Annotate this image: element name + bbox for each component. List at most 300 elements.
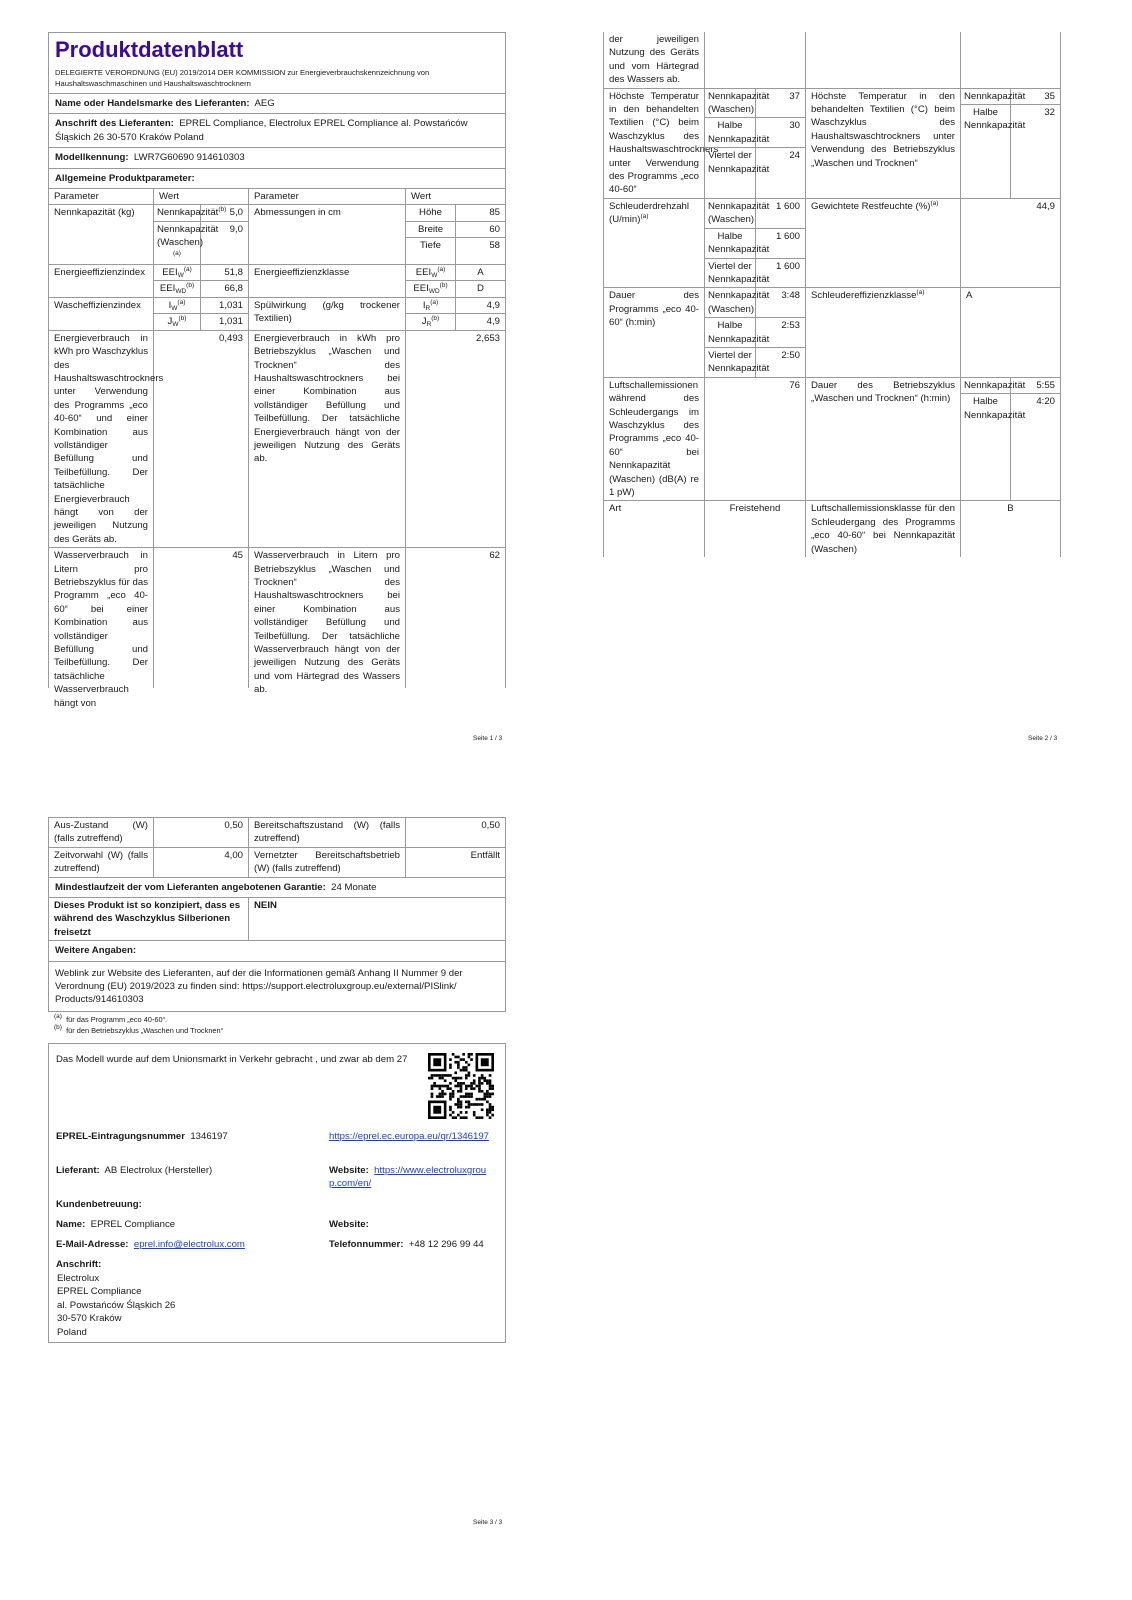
parameter-cell xyxy=(604,288,705,376)
value-text: 1 600 xyxy=(775,260,800,272)
customer-service-label: Kundenbetreuung: xyxy=(56,1199,142,1210)
table-row xyxy=(49,818,505,847)
parameter-cell xyxy=(806,378,961,501)
parameter-label: Zeitvorwahl (W) (falls zutreffend) xyxy=(54,849,148,875)
parameter-cell xyxy=(49,298,154,330)
qualifier-subscript: WD xyxy=(175,288,187,296)
supplier-address-row xyxy=(49,113,505,147)
parameter-cell xyxy=(249,298,406,330)
value-text: 0,493 xyxy=(218,332,243,344)
value-qualifier xyxy=(705,318,770,347)
value-cell xyxy=(705,32,806,88)
footnote-text: für das Programm „eco 40-60“. xyxy=(66,1014,168,1024)
info-value: AEG xyxy=(254,98,275,109)
eprel-info-box xyxy=(48,1043,506,1343)
value-text: 1 600 xyxy=(775,230,800,242)
table-row xyxy=(604,198,1060,287)
address-line: Poland xyxy=(57,1326,87,1338)
address-line: al. Powstańców Śląskich 26 xyxy=(57,1299,176,1311)
value-subrow xyxy=(154,848,248,877)
qualifier-subscript: W xyxy=(431,272,438,280)
warranty-value: 24 Monate xyxy=(331,881,377,893)
value-subrow xyxy=(961,199,1060,287)
parameter-cell xyxy=(806,89,961,198)
table-header xyxy=(49,188,505,204)
value-text: Freistehend xyxy=(729,503,781,515)
value-text: 85 xyxy=(489,207,500,219)
value-cell xyxy=(406,205,505,264)
value-cell xyxy=(961,288,1060,376)
footnote-mark: (a) xyxy=(640,213,649,221)
qualifier-text: Nennkapazität (Waschen) xyxy=(708,290,770,315)
parameter-table xyxy=(48,817,506,1012)
value-cell xyxy=(154,818,249,847)
value-text: 76 xyxy=(789,379,800,391)
value-qualifier xyxy=(406,222,456,237)
qualifier-text: EEI xyxy=(162,267,178,279)
qualifier-text: Viertel der Nennkapazität xyxy=(708,260,770,285)
parameter-label: Vernetzter Bereitschaftsbetrieb (W) (falls zutreffend) xyxy=(254,849,400,875)
parameter-cell xyxy=(249,818,406,847)
parameter-label: Nennkapazität (kg) xyxy=(54,207,135,219)
qualifier-subscript: W xyxy=(172,321,179,329)
value-subrow xyxy=(705,258,805,288)
parameter-label: Gewichtete Restfeuchte (%) xyxy=(811,200,931,212)
qualifier-footnote: (a) xyxy=(430,298,439,306)
value-text: 37 xyxy=(789,90,800,102)
value-cell xyxy=(406,548,505,688)
value-subrow xyxy=(705,288,805,317)
qualifier-footnote: (b) xyxy=(218,206,227,214)
further-info-heading: Weitere Angaben: xyxy=(49,940,505,960)
parameter-cell xyxy=(604,378,705,501)
header-value: Wert xyxy=(411,191,432,203)
table-row xyxy=(604,377,1060,501)
value-subrow xyxy=(154,818,248,847)
value-subrow xyxy=(406,280,505,296)
value-cell xyxy=(406,818,505,847)
value-cell xyxy=(961,378,1060,501)
info-label: Anschrift des Lieferanten: xyxy=(55,118,174,130)
value-qualifier xyxy=(705,89,770,118)
qualifier-text: Halbe Nennkapazität xyxy=(964,107,1026,132)
value-subrow xyxy=(705,228,805,258)
qualifier-subscript: WD xyxy=(428,288,440,296)
qualifier-subscript: W xyxy=(177,272,184,280)
qualifier-subscript: W xyxy=(171,304,178,312)
value-cell xyxy=(705,378,806,501)
eprel-reg-label: EPREL-Eintragungsnummer xyxy=(56,1131,185,1142)
value-text: 32 xyxy=(1044,107,1055,119)
qualifier-text: Halbe Nennkapazität xyxy=(708,230,770,256)
qualifier-footnote: (b) xyxy=(431,315,440,323)
info-value: LWR7G60690 914610303 xyxy=(133,152,245,164)
table-row xyxy=(49,547,505,709)
value-qualifier xyxy=(154,298,201,313)
value-qualifier xyxy=(406,205,456,220)
parameter-cell xyxy=(249,848,406,877)
parameter-cell xyxy=(49,848,154,877)
qualifier-text: Nennkapazität (Waschen) xyxy=(708,90,770,116)
qualifier-footnote: (a) xyxy=(177,298,186,306)
value-qualifier xyxy=(705,348,770,377)
value-text: 5,0 xyxy=(229,207,243,219)
parameter-label: Luftschallemissionsklasse für den Schleudergang des Programms „eco 40-60“ bei Nennkapazität (Waschen) xyxy=(811,503,955,555)
value-cell xyxy=(961,501,1060,557)
value-qualifier xyxy=(154,205,227,220)
value-subrow xyxy=(961,378,1060,393)
value-text xyxy=(705,32,805,88)
qualifier-text: Halbe Nennkapazität xyxy=(708,320,770,345)
info-label: Allgemeine Produktparameter: xyxy=(55,172,195,184)
page-title: Produktdatenblatt xyxy=(55,37,244,62)
value-subrow xyxy=(154,298,248,313)
qr-code-icon[interactable] xyxy=(428,1053,494,1119)
value-cell xyxy=(406,298,505,330)
footnote-text: für den Betriebszyklus „Waschen und Trocknen“ xyxy=(66,1025,224,1035)
value-qualifier xyxy=(406,281,456,296)
parameter-label: Abmessungen in cm xyxy=(254,207,341,219)
value-subrow xyxy=(154,331,248,548)
value-subrow xyxy=(705,147,805,198)
page-number: Seite 2 / 3 xyxy=(1028,735,1058,742)
value-text: 1,031 xyxy=(218,316,243,328)
value-cell xyxy=(961,199,1060,287)
qualifier-text: Nennkapazität xyxy=(157,207,219,219)
qualifier-text: Halbe Nennkapazität xyxy=(964,396,1026,421)
value-qualifier xyxy=(705,118,770,147)
table-row xyxy=(49,205,505,264)
supplier-name-row xyxy=(49,93,505,113)
table-row xyxy=(49,297,505,330)
value-text: 58 xyxy=(489,240,500,252)
value-subrow xyxy=(705,378,805,501)
qualifier-footnote: (a) xyxy=(173,249,181,257)
parameter-label: Energieeffizienzklasse xyxy=(254,267,350,279)
value-cell xyxy=(406,848,505,877)
qualifier-footnote: (b) xyxy=(186,282,195,290)
website-label: Website: xyxy=(329,1165,369,1176)
qualifier-text: J xyxy=(421,316,427,328)
value-text: 51,8 xyxy=(224,267,243,279)
silver-ions-label: Dieses Produkt ist so konzipiert, dass es während des Waschzyklus Silberionen freisetzt xyxy=(49,898,249,940)
phone-label: Telefonnummer: xyxy=(329,1239,404,1250)
address-line: Electrolux xyxy=(57,1273,100,1284)
parameter-label: Aus-Zustand (W) (falls zutreffend) xyxy=(54,820,148,845)
value-text: 2:53 xyxy=(781,320,800,332)
weblink-text: Weblink zur Website des Lieferanten, auf der die Informationen gemäß Anhang II Nummer 9 der Verordnung (EU) 2019/2023 zu finden sind: https://support.electroluxgroup.eu/external/PISlink/ Products/914610303 xyxy=(49,961,505,1011)
parameter-label: Wasserverbrauch in Litern pro Betriebszyklus „Waschen und Trocknen“ des Haushaltswaschtrockners bei einer Kombination aus vollständiger Befüllung und Teilbefüllung. Der tatsächliche Wasserverbrauch hängt von der jeweiligen Nutzung des Geräts und vom Härtegrad des Wassers ab. xyxy=(254,550,400,696)
value-subrow xyxy=(154,548,248,688)
value-qualifier xyxy=(406,238,456,264)
table-row xyxy=(604,88,1060,198)
qualifier-text: Nennkapazität (Waschen) xyxy=(708,200,770,226)
value-subrow xyxy=(961,89,1060,104)
value-cell xyxy=(705,89,806,198)
regulation-subtitle: DELEGIERTE VERORDNUNG (EU) 2019/2014 DER KOMMISSION zur Energieverbrauchskennzeichnung von Haushaltswaschmaschinen und Haushaltswaschtrocknern xyxy=(55,68,430,88)
value-text: 1 600 xyxy=(775,200,800,212)
parameter-table xyxy=(49,204,505,709)
value-text: 3:48 xyxy=(781,290,800,302)
eprel-reg-value: 1346197 xyxy=(190,1131,228,1142)
parameter-label: Schleuderdrehzahl (U/min) xyxy=(609,200,690,226)
parameter-label: Höchste Temperatur in den behandelten Textilien (°C) beim Waschzyklus des Haushaltswaschtrockners unter Verwendung des Programms „eco 40-60“ xyxy=(609,90,719,196)
value-qualifier xyxy=(705,288,770,317)
footnote-mark: (a) xyxy=(54,1012,62,1020)
phone-value: +48 12 296 99 44 xyxy=(408,1239,484,1250)
value-cell xyxy=(154,205,249,264)
page-1 xyxy=(48,32,506,742)
parameter-label: Höchste Temperatur in den behandelten Textilien (°C) beim Waschzyklus des Haushaltswaschtrockners unter Verwendung des Betriebszyklus „Waschen und Trocknen“ xyxy=(811,90,955,169)
value-subrow xyxy=(154,221,248,264)
parameter-cell xyxy=(604,501,705,557)
value-text: 60 xyxy=(489,223,500,235)
value-text: 0,50 xyxy=(224,820,243,831)
value-qualifier xyxy=(406,265,456,280)
value-subrow xyxy=(406,848,505,877)
value-text: 66,8 xyxy=(224,283,243,295)
value-subrow xyxy=(705,89,805,118)
table-row xyxy=(604,500,1060,557)
qualifier-text: Nennkapazität xyxy=(964,90,1026,102)
value-text: 35 xyxy=(1044,90,1055,102)
qualifier-text: Höhe xyxy=(419,207,442,219)
parameter-cell xyxy=(806,501,961,557)
footnote-b xyxy=(48,1025,506,1036)
table-row xyxy=(49,330,505,548)
value-subrow xyxy=(154,205,248,220)
value-cell xyxy=(705,501,806,557)
value-qualifier xyxy=(406,298,456,313)
value-text: 30 xyxy=(789,120,800,132)
value-qualifier xyxy=(705,199,770,228)
value-text: Entfällt xyxy=(470,849,500,861)
eprel-qr-link[interactable]: https://eprel.ec.europa.eu/qr/1346197 xyxy=(329,1131,490,1142)
model-id-row xyxy=(49,147,505,167)
value-qualifier xyxy=(406,314,456,329)
qualifier-footnote: (a) xyxy=(437,266,446,274)
value-subrow xyxy=(406,265,505,280)
parameter-cell xyxy=(49,548,154,709)
value-subrow xyxy=(154,265,248,280)
value-text: 4,9 xyxy=(486,316,500,328)
market-placement-text: Das Modell wurde auf dem Unionsmarkt in Verkehr gebracht , und zwar ab dem 27 xyxy=(56,1054,408,1065)
value-qualifier xyxy=(154,265,201,280)
page-2 xyxy=(603,32,1061,742)
value-text: 62 xyxy=(489,550,500,562)
value-cell xyxy=(154,298,249,330)
parameter-label: Art xyxy=(609,503,622,515)
page-number: Seite 3 / 3 xyxy=(473,1519,503,1526)
footnote-mark: (a) xyxy=(916,289,925,297)
value-subrow xyxy=(406,205,505,220)
value-text: 45 xyxy=(232,550,243,562)
value-qualifier xyxy=(961,394,1026,500)
qualifier-text: Tiefe xyxy=(420,240,441,252)
value-cell xyxy=(154,331,249,548)
parameter-cell xyxy=(604,32,705,88)
value-subrow xyxy=(961,32,1060,88)
parameter-cell xyxy=(806,32,961,88)
email-link[interactable]: eprel.info@electrolux.com xyxy=(133,1239,245,1250)
value-cell xyxy=(406,331,505,548)
website-link[interactable]: https://www.electroluxgroup.com/en/ xyxy=(329,1165,487,1190)
parameter-label: Schleudereffizienzklasse xyxy=(811,290,917,302)
qualifier-text: EEI xyxy=(159,283,176,295)
value-subrow xyxy=(961,288,1060,376)
value-cell xyxy=(961,89,1060,198)
parameter-label: Energieverbrauch in kWh pro Betriebszyklus „Waschen und Trocknen“ des Haushaltswaschtrockners bei einer Kombination aus vollständiger Befüllung und Teilbefüllung. Der tatsächliche Energieverbrauch hängt von der jeweiligen Nutzung des Geräts ab. xyxy=(254,332,400,465)
warranty-label: Mindestlaufzeit der vom Lieferanten angebotenen Garantie: xyxy=(55,881,326,893)
warranty-row xyxy=(49,877,505,897)
value-cell xyxy=(154,265,249,297)
page-1-frame xyxy=(48,32,506,709)
value-subrow xyxy=(154,280,248,296)
footnote-a xyxy=(48,1014,506,1025)
value-text: 24 xyxy=(789,150,800,162)
parameter-label: Dauer des Betriebszyklus „Waschen und Trocknen“ (h:min) xyxy=(811,379,955,405)
table-row xyxy=(49,847,505,877)
qualifier-subscript: R xyxy=(425,304,431,312)
address-line: EPREL Compliance xyxy=(57,1286,142,1298)
value-cell xyxy=(154,848,249,877)
parameter-label: Bereitschaftszustand (W) (falls zutreffend) xyxy=(254,820,400,845)
value-qualifier xyxy=(705,229,770,258)
value-subrow xyxy=(154,313,248,329)
header-value: Wert xyxy=(154,189,249,204)
address-block xyxy=(57,1272,175,1339)
value-cell xyxy=(961,32,1060,88)
supplier-value: AB Electrolux (Hersteller) xyxy=(104,1165,213,1176)
table-row xyxy=(604,32,1060,88)
parameter-label: Dauer des Programms „eco 40-60“ (h:min) xyxy=(609,290,699,329)
value-text: 5:55 xyxy=(1036,379,1055,391)
value-text: 2:50 xyxy=(781,349,800,361)
value-subrow xyxy=(406,313,505,329)
silver-ions-row xyxy=(49,897,505,940)
parameter-cell xyxy=(806,288,961,376)
header-parameter: Parameter xyxy=(49,189,154,204)
parameter-label: Luftschallemissionen während des Schleudergangs im Waschzyklus des Programms „eco 40-60“ bei Nennkapazität (Waschen) (dB(A) re 1 pW) xyxy=(609,379,699,498)
value-text: 4:20 xyxy=(1036,396,1055,408)
parameter-cell xyxy=(604,199,705,287)
parameter-table xyxy=(603,32,1061,557)
table-row xyxy=(49,264,505,297)
qualifier-text: I xyxy=(168,299,172,311)
qualifier-text: Nennkapazität xyxy=(964,379,1026,391)
value-text: D xyxy=(477,283,484,295)
footnote-mark: (b) xyxy=(54,1023,62,1031)
value-text: 4,00 xyxy=(224,849,243,861)
value-subrow xyxy=(705,32,805,88)
parameter-cell xyxy=(49,331,164,548)
silver-ions-value: NEIN xyxy=(254,900,277,912)
qualifier-footnote: (b) xyxy=(178,315,187,323)
qualifier-text: EEI xyxy=(413,283,429,295)
value-text: 1,031 xyxy=(218,299,243,311)
parameter-cell xyxy=(249,265,406,297)
value-subrow xyxy=(406,237,505,264)
qualifier-text: EEI xyxy=(415,267,432,279)
value-qualifier xyxy=(154,222,219,264)
qualifier-text: I xyxy=(422,299,426,311)
info-value: EPREL Compliance, Electrolux EPREL Compliance al. Powstańców Śląskich 26 30-570 Kraków Poland xyxy=(55,118,468,143)
value-cell xyxy=(705,199,806,287)
value-qualifier xyxy=(154,314,201,329)
qualifier-text: J xyxy=(167,316,173,328)
value-subrow xyxy=(406,548,505,688)
parameter-label: Energieverbrauch in kWh pro Waschzyklus des Haushaltswaschtrockners unter Verwendung des Programms „eco 40-60“ und einer Kombination aus vollständiger Befüllung und Teilbefüllung. Der tatsächliche Energieverbrauch hängt von der jeweiligen Nutzung des Geräts ab. xyxy=(54,332,164,545)
value-text: A xyxy=(477,267,484,279)
value-subrow xyxy=(961,393,1060,500)
parameter-cell xyxy=(604,89,719,198)
address-line: 30-570 Kraków xyxy=(57,1313,122,1325)
qualifier-footnote: (b) xyxy=(439,282,448,290)
value-text: 2,653 xyxy=(475,332,500,344)
qualifier-text: Nennkapazität (Waschen) xyxy=(157,223,219,249)
supplier-label: Lieferant: xyxy=(56,1165,100,1176)
parameter-cell xyxy=(806,199,961,287)
general-params-heading xyxy=(49,168,505,188)
value-text: 4,9 xyxy=(486,299,500,311)
value-qualifier xyxy=(961,378,1026,393)
value-text: 0,50 xyxy=(481,820,500,831)
qualifier-text: Viertel der Nennkapazität xyxy=(708,349,770,375)
parameter-cell xyxy=(249,548,406,696)
value-subrow xyxy=(705,501,805,557)
parameter-label: der jeweiligen Nutzung des Geräts und vom Härtegrad des Wassers ab. xyxy=(609,34,699,86)
qualifier-footnote: (a) xyxy=(183,266,192,274)
value-qualifier xyxy=(705,259,770,288)
email-label: E-Mail-Adresse: xyxy=(56,1239,129,1250)
value-cell xyxy=(406,265,505,297)
page-number: Seite 1 / 3 xyxy=(473,735,503,742)
value-subrow xyxy=(961,501,1060,557)
qualifier-text: Viertel der Nennkapazität xyxy=(708,150,770,175)
value-qualifier xyxy=(961,89,1026,104)
info-label: Name oder Handelsmarke des Lieferanten: xyxy=(55,98,250,109)
value-subrow xyxy=(406,818,505,847)
parameter-label: Wascheffizienzindex xyxy=(54,299,141,311)
parameter-cell xyxy=(49,205,154,264)
value-qualifier xyxy=(705,148,770,198)
value-subrow xyxy=(705,347,805,377)
value-subrow xyxy=(705,317,805,347)
value-text: B xyxy=(1007,503,1014,515)
value-qualifier xyxy=(154,281,201,296)
name-label: Name: xyxy=(56,1219,86,1230)
value-text: 9,0 xyxy=(229,223,243,235)
value-subrow xyxy=(406,331,505,548)
value-text: A xyxy=(966,290,973,302)
parameter-cell xyxy=(249,205,406,264)
value-subrow xyxy=(406,221,505,237)
header-parameter: Parameter xyxy=(249,189,406,204)
value-text xyxy=(961,32,1060,88)
page-3 xyxy=(48,817,506,1036)
parameter-label: Spülwirkung (g/kg trockener Textilien) xyxy=(254,299,400,325)
footnote-mark: (a) xyxy=(930,199,939,207)
value-subrow xyxy=(705,117,805,147)
table-row xyxy=(604,287,1060,376)
value-subrow xyxy=(705,199,805,228)
parameter-label: Wasserverbrauch in Litern pro Betriebszyklus für das Programm „eco 40-60“ bei einer Kombination aus vollständiger Befüllung und Teilbefüllung. Der tatsächliche Wasserverbrauch hängt von xyxy=(54,550,148,709)
qualifier-subscript: R xyxy=(426,321,432,329)
parameter-cell xyxy=(249,331,406,548)
qualifier-text: Breite xyxy=(417,223,444,235)
qualifier-text: Halbe Nennkapazität xyxy=(708,120,770,145)
value-qualifier xyxy=(961,105,1026,198)
